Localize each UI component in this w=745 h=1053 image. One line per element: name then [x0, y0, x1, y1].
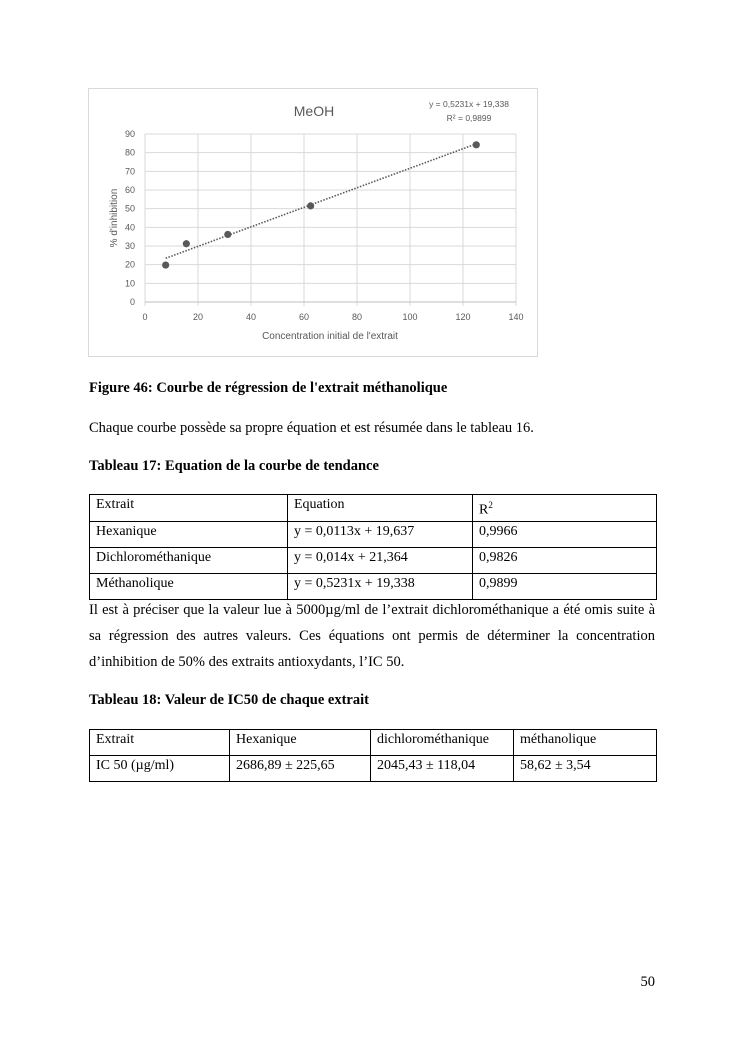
- table-row: [90, 521, 657, 547]
- cell-extrait: Hexanique: [90, 521, 288, 547]
- x-tick-label: 80: [351, 312, 363, 322]
- chart-title: MeOH: [293, 103, 335, 119]
- meoh-regression-chart: [89, 89, 539, 358]
- x-tick-label: 100: [402, 312, 418, 322]
- header-equation: Equation: [288, 495, 473, 522]
- r-squared-label: R² = 0,9899: [446, 113, 492, 123]
- table-header-row: [90, 495, 657, 522]
- header-dichloromethanique: dichlorométhanique: [371, 730, 514, 756]
- y-tick-label: 20: [124, 259, 135, 270]
- cell-dichloromethanique: 2045,43 ± 118,04: [371, 756, 514, 782]
- y-tick-label: 0: [129, 297, 135, 307]
- table-trend-equations: [89, 494, 657, 600]
- table18-caption: Tableau 18: Valeur de IC50 de chaque extrait: [89, 692, 369, 708]
- y-tick-label: 70: [124, 166, 135, 177]
- x-tick-label: 60: [298, 312, 310, 322]
- cell-equation: y = 0,0113x + 19,637: [288, 521, 473, 547]
- x-tick-label: 120: [455, 312, 471, 322]
- header-r2: $R^2$: [473, 495, 657, 522]
- figure-caption: Figure 46: Courbe de régression de l'extrait méthanolique: [89, 380, 448, 396]
- x-axis-label: Concentration initial de l'extrait: [262, 331, 398, 342]
- cell-equation: y = 0,5231x + 19,338: [288, 573, 473, 599]
- x-tick-label: 40: [245, 312, 257, 322]
- data-point: [224, 231, 231, 238]
- cell-extrait: Méthanolique: [90, 573, 288, 599]
- cell-hexanique: 2686,89 ± 225,65: [230, 756, 371, 782]
- trend-equation-label: y = 0,5231x + 19,338: [429, 99, 509, 109]
- chart-frame: [88, 88, 538, 357]
- table-ic50: [89, 729, 657, 782]
- x-tick-label: 0: [142, 312, 148, 322]
- y-tick-label: 50: [124, 203, 135, 214]
- table17-caption: Tableau 17: Equation de la courbe de tendance: [89, 458, 379, 474]
- y-tick-label: 80: [124, 147, 135, 158]
- x-tick-label: 20: [192, 312, 204, 322]
- cell-label: IC 50 (µg/ml): [90, 756, 230, 782]
- data-point: [307, 202, 314, 209]
- y-tick-label: 30: [124, 241, 135, 251]
- table-row: [90, 547, 657, 573]
- cell-extrait: Dichlorométhanique: [90, 547, 288, 573]
- data-point: [162, 261, 169, 268]
- y-tick-label: 40: [124, 222, 135, 233]
- page-number: 50: [640, 974, 655, 990]
- data-point: [473, 141, 480, 148]
- cell-equation: y = 0,014x + 21,364: [288, 547, 473, 573]
- cell-r2: 0,9826: [473, 547, 657, 573]
- header-hexanique: Hexanique: [230, 730, 371, 756]
- intro-text: Chaque courbe possède sa propre équation et est résumée dans le tableau 16.: [89, 420, 534, 436]
- table-header-row: [90, 730, 657, 756]
- y-tick-label: 90: [124, 129, 135, 139]
- body-paragraph: Il est à préciser que la valeur lue à 5000µg/ml de l’extrait dichlorométhanique a été omis suite à sa régression des autres valeurs. Ces équations ont permis de déterminer la concentration d’inhibition de 50% des extraits antioxydants, l’IC 50.: [89, 602, 655, 670]
- x-tick-label: 140: [508, 312, 524, 322]
- cell-r2: 0,9899: [473, 573, 657, 599]
- y-tick-label: 10: [124, 278, 135, 289]
- cell-methanolique: 58,62 ± 3,54: [514, 756, 657, 782]
- y-tick-label: 60: [124, 185, 135, 195]
- y-axis-label: % d'inhibition: [109, 188, 120, 248]
- header-extrait: Extrait: [90, 730, 230, 756]
- table-row: [90, 573, 657, 599]
- cell-r2: 0,9966: [473, 521, 657, 547]
- header-extrait: Extrait: [90, 495, 288, 522]
- trendline: [166, 144, 477, 258]
- data-point: [183, 240, 190, 247]
- header-methanolique: méthanolique: [514, 730, 657, 756]
- table-row: [90, 756, 657, 782]
